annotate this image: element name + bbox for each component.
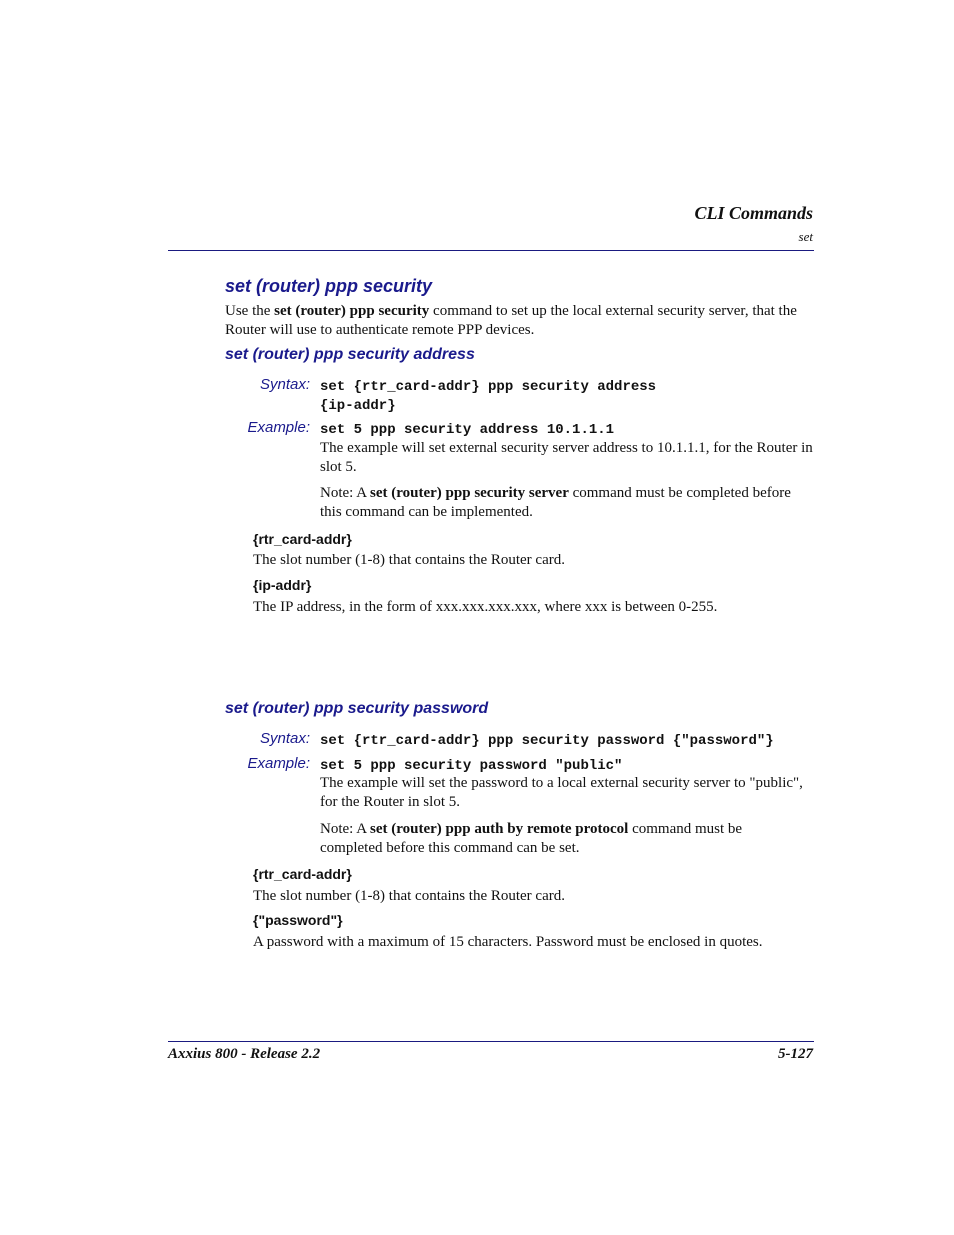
section-title: set (router) ppp security [225,276,433,296]
footer-document-title: Axxius 800 - Release 2.2 [168,1046,321,1062]
header-rule [168,250,814,251]
address-note: Note: A set (router) ppp security server command must be completed before this command can be implemented. [320,485,791,520]
running-header-subtitle: set [798,229,813,244]
address-example-code: set 5 ppp security address 10.1.1.1 [320,422,615,438]
password-subsection-title: set (router) ppp security password [225,700,489,717]
password-param-description: A password with a maximum of 15 characters. Password must be enclosed in quotes. [253,934,763,950]
address-syntax-line-1: set {rtr_card-addr} ppp security address [320,379,657,395]
address-syntax-label: Syntax: [259,376,310,393]
password-param-name: {"password"} [253,912,343,928]
address-param-description: The IP address, in the form of xxx.xxx.xxx.xxx, where xxx is between 0-255. [253,599,718,615]
password-syntax-line-1: set {rtr_card-addr} ppp security password {"password"} [320,733,774,749]
address-example-label: Example: [247,419,310,436]
footer-page-number: 5-127 [778,1046,813,1062]
password-note: Note: A set (router) ppp auth by remote protocol command must be completed before this command can be set. [320,821,743,856]
address-param-name: {rtr_card-addr} [253,531,352,547]
password-example-description: The example will set the password to a local external security server to "public", for the Router in slot 5. [320,775,803,810]
running-header-title: CLI Commands [694,203,813,223]
address-param-name: {ip-addr} [253,577,312,593]
password-syntax-label: Syntax: [259,730,310,747]
footer-rule [168,1041,814,1042]
password-param-name: {rtr_card-addr} [253,866,352,882]
address-param-description: The slot number (1-8) that contains the Router card. [253,552,565,568]
password-example-label: Example: [247,755,310,772]
section-intro: Use the set (router) ppp security command to set up the local external security server, that the Router will use to authenticate remote PPP devices. [225,303,797,338]
password-example-code: set 5 ppp security password "public" [320,758,623,774]
password-param-description: The slot number (1-8) that contains the Router card. [253,888,565,904]
address-subsection-title: set (router) ppp security address [225,346,475,363]
address-syntax-line-2: {ip-addr} [320,398,396,414]
address-example-description: The example will set external security server address to 10.1.1.1, for the Router in slot 5. [320,440,813,475]
